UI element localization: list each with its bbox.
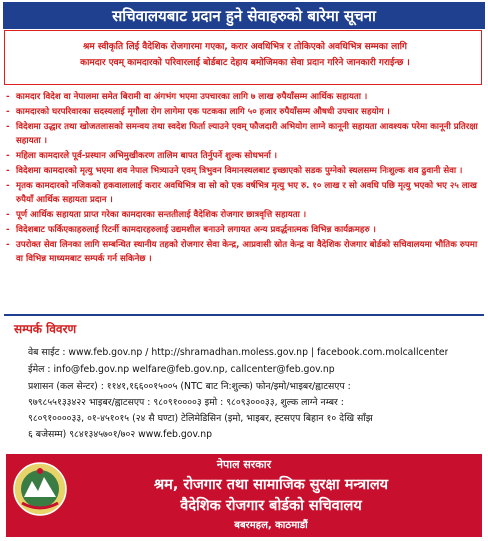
footer-banner bbox=[6, 454, 482, 537]
list-item: - पूर्ण आर्थिक सहायता प्राप्त गरेका कामदारका सन्ततीलाई वैदेशिक रोजगार छात्रवृत्ति सहायता । bbox=[6, 208, 482, 222]
contact-phone-2: ९७९८५५१३३४२२ भाइबर/ह्वाटसएप : ९८०९१००००३ इमो : ९८०९३०००३३, शुल्क लाग्ने नम्बर : bbox=[28, 397, 344, 408]
list-item: - कामदार विदेश वा नेपालमा समेत बिरामी वा अंगभंग भएमा उपचारका लागि ७ लाख रुपैयाँसम्म आर्थिक सहायता । bbox=[6, 90, 482, 104]
service-text: विदेशमा उद्धार तथा खोजतलासको समन्वय तथा स्वदेश फिर्ता ल्याउने एवम् फौजदारी अभियोग लाग्ने कानूनी सहायता आवश्यक परेमा कानूनी प्रतिरक्षा सहायता । bbox=[16, 122, 478, 146]
service-text: कामदारको घरपरिवारका सदस्यलाई मृगौला रोग लागेमा एक पटकका लागि ५० हजार रुपैयाँसम्म औषधी उपचार सहयोग । bbox=[16, 107, 390, 117]
contact-website[interactable]: वेब साईट : www.feb.gov.np / http://shramadhan.moless.gov.np | facebook.com.molcallcenter bbox=[28, 347, 449, 358]
list-item: - विदेशमा उद्धार तथा खोजतलासको समन्वय तथा स्वदेश फिर्ता ल्याउने एवम् फौजदारी अभियोग लाग्ने कानूनी सहायता आवश्यक परेमा कानूनी प्रतिरक्षा सहायता । bbox=[6, 120, 482, 148]
services-list bbox=[6, 90, 482, 267]
list-item: - महिला कामदारले पूर्व-प्रस्थान अभिमुखीकरण तालिम बापत तिर्नुपर्ने शुल्क सोधभर्ना । bbox=[6, 149, 482, 163]
notice-line-1: श्रम स्वीकृति लिई वैदेशिक रोजगारमा गएका, करार अवधिभित्र र तोकिएको अवधिभित्र सम्मका लागि bbox=[83, 42, 407, 52]
list-item: - मृतक कामदारको नजिकको हकवालालाई करार अवधिभित्र वा सो को एक वर्षभित्र मृत्यु भए रु. १० लाख र सो अवधि पछि मृत्यु भएको भए २५ लाख रुपैयाँ आर्थिक सहायता प्रदान । bbox=[6, 179, 482, 207]
service-text: पूर्ण आर्थिक सहायता प्राप्त गरेका कामदारका सन्ततीलाई वैदेशिक रोजगार छात्रवृत्ति सहायता । bbox=[16, 210, 307, 220]
service-text: महिला कामदारले पूर्व-प्रस्थान अभिमुखीकरण तालिम बापत तिर्नुपर्ने शुल्क सोधभर्ना । bbox=[16, 151, 278, 161]
list-item: - उपरोक्त सेवा लिनका लागि सम्बन्धित स्थानीय तहको रोजगार सेवा केन्द्र, आप्रवासी स्रोत केन्द्र वा वैदेशिक रोजगार बोर्डको सचिवालयमा भौतिक रुपमा वा विभिन्न माध्यमबाट सम्पर्क गर्न सकिनेछ । bbox=[6, 238, 482, 266]
contact-admin-phone: प्रशासन (कल सेन्टर) : ११४१,१६६००१५००५ (NTC बाट नि:शुल्क) फोन/इमो/भाइबर/ह्वाटसएप : bbox=[28, 381, 351, 392]
section-divider bbox=[4, 314, 484, 316]
footer-address: बबरमहल, काठमाडौं bbox=[234, 520, 308, 531]
contact-heading: सम्पर्क विवरण bbox=[14, 322, 77, 336]
service-text: मृतक कामदारको नजिकको हकवालालाई करार अवधिभित्र वा सो को एक वर्षभित्र मृत्यु भए रु. १० लाख र सो अवधि पछि मृत्यु भएको भए २५ लाख रुपैयाँ आर्थिक सहायता प्रदान । bbox=[16, 181, 477, 205]
contact-phone-4: ६ बजेसम्म) ९८४१३४५७०१/७०२ www.feb.gov.np bbox=[28, 429, 213, 440]
service-text: विदेशबाट फर्किएकाहरुलाई रिटर्नी कामदारहरुलाई उद्यमशील बनाउने लगायत अन्य प्रवर्द्धनात्मक विभिन्न कार्यक्रमहरु । bbox=[16, 225, 376, 235]
footer-ministry: श्रम, रोजगार तथा सामाजिक सुरक्षा मन्त्रालय bbox=[153, 477, 389, 493]
page-title: सचिवालयबाट प्रदान हुने सेवाहरुको बारेमा सूचना bbox=[3, 2, 485, 29]
list-item: - कामदारको घरपरिवारका सदस्यलाई मृगौला रोग लागेमा एक पटकका लागि ५० हजार रुपैयाँसम्म औषधी उपचार सहयोग । bbox=[6, 105, 482, 119]
service-text: उपरोक्त सेवा लिनका लागि सम्बन्धित स्थानीय तहको रोजगार सेवा केन्द्र, आप्रवासी स्रोत केन्द्र वा वैदेशिक रोजगार बोर्डको सचिवालयमा भौतिक रुपमा वा विभिन्न माध्यमबाट सम्पर्क गर्न सकिनेछ । bbox=[16, 240, 478, 264]
service-text: विदेशमा कामदारको मृत्यु भएमा शव नेपाल भित्र्याउने एवम् त्रिभुवन विमानस्थलबाट इच्छाएको सडक पुग्नेको स्थलसम्म निःशुल्क शव ढुवानी सेवा । bbox=[16, 166, 463, 176]
notice-line-2: कामदार एवम् कामदारको परिवारलाई बोर्डबाट देहाय बमोजिमका सेवा प्रदान गरिने जानकारी गराईन्छ । bbox=[80, 58, 410, 68]
contact-phone-3: ९८०९१००००३३, ०१-४५१०१५ (२४ सै घण्टा) टेलिमेडिसिन (इमो, भाइबर, ह्टसएप बिहान १० देखि साँझ bbox=[28, 413, 373, 424]
notice-box bbox=[4, 30, 482, 85]
footer-government: नेपाल सरकार bbox=[216, 458, 272, 471]
contact-email[interactable]: ईमेल : info@feb.gov.np welfare@feb.gov.np, callcenter@feb.gov.np bbox=[28, 364, 335, 375]
list-item: - विदेशमा कामदारको मृत्यु भएमा शव नेपाल भित्र्याउने एवम् त्रिभुवन विमानस्थलबाट इच्छाएको सडक पुग्नेको स्थलसम्म निःशुल्क शव ढुवानी सेवा । bbox=[6, 164, 482, 178]
list-item: - विदेशबाट फर्किएकाहरुलाई रिटर्नी कामदारहरुलाई उद्यमशील बनाउने लगायत अन्य प्रवर्द्धनात्मक विभिन्न कार्यक्रमहरु । bbox=[6, 223, 482, 237]
footer-board: वैदेशिक रोजगार बोर्डको सचिवालय bbox=[180, 498, 362, 514]
service-text: कामदार विदेश वा नेपालमा समेत बिरामी वा अंगभंग भएमा उपचारका लागि ७ लाख रुपैयाँसम्म आर्थिक सहायता । bbox=[16, 92, 368, 102]
